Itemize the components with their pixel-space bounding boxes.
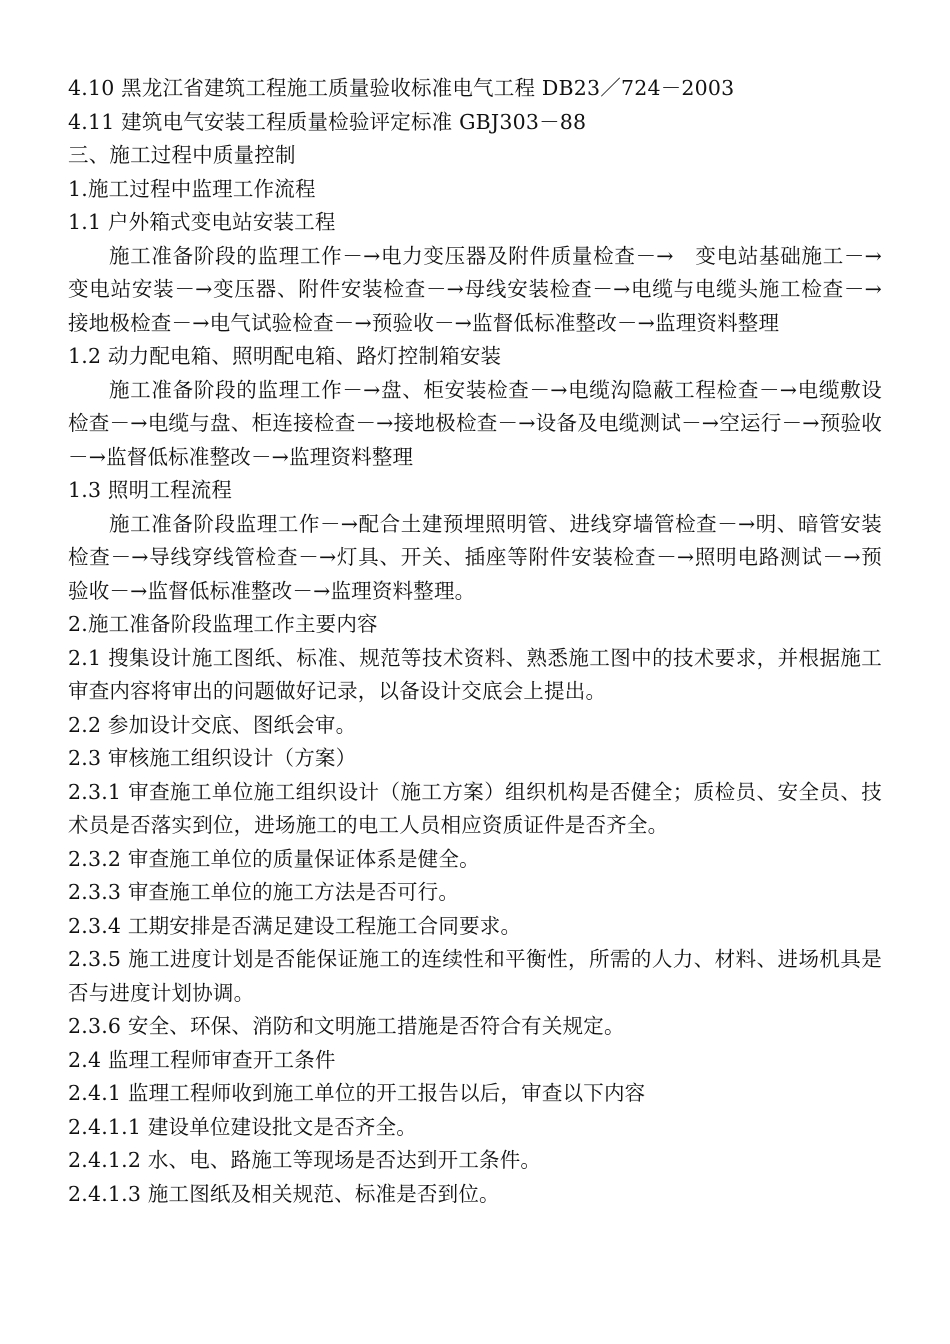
item-2-4: 2.4 监理工程师审查开工条件 [68, 1047, 336, 1072]
subsection-heading-1: 1.施工过程中监理工作流程 [68, 176, 316, 201]
subsection-heading-2: 2.施工准备阶段监理工作主要内容 [68, 612, 378, 636]
item-2-3-5: 2.3.5 施工进度计划是否能保证施工的连续性和平衡性，所需的人力、材料、进场机具是否与进度计划协调。 [68, 947, 882, 1005]
flow-paragraph-1-1: 施工准备阶段的监理工作－→电力变压器及附件质量检查－→ 变电站基础施工－→变电站安装－→变压器、附件安装检查－→母线安装检查－→电缆与电缆头施工检查－→接地极检查－→电气试验检查－→预验收－→监督低标准整改－→监理资料整理 [68, 243, 882, 335]
item-2-3-3: 2.3.3 审查施工单位的施工方法是否可行。 [68, 880, 460, 904]
standard-item-4-11: 4.11 建筑电气安装工程质量检验评定标准 GBJ303－88 [68, 109, 587, 134]
subsection-heading-1-1: 1.1 户外箱式变电站安装工程 [68, 210, 336, 234]
item-2-4-1-3: 2.4.1.3 施工图纸及相关规范、标准是否到位。 [68, 1181, 500, 1206]
flow-paragraph-1-3: 施工准备阶段监理工作－→配合土建预埋照明管、进线穿墙管检查－→明、暗管安装检查－→导线穿线管检查－→灯具、开关、插座等附件安装检查－→照明电路测试－→预验收－→监督低标准整改－→监理资料整理。 [68, 511, 882, 603]
document-page [68, 72, 882, 1211]
standard-item-4-10: 4.10 黑龙江省建筑工程施工质量验收标准电气工程 DB23／724－2003 [68, 76, 735, 100]
item-2-4-1-2: 2.4.1.2 水、电、路施工等现场是否达到开工条件。 [68, 1148, 542, 1172]
item-2-1: 2.1 搜集设计施工图纸、标准、规范等技术资料、熟悉施工图中的技术要求，并根据施工审查内容将审出的问题做好记录，以备设计交底会上提出。 [68, 645, 882, 703]
item-2-3-1: 2.3.1 审查施工单位施工组织设计（施工方案）组织机构是否健全；质检员、安全员、技术员是否落实到位，进场施工的电工人员相应资质证件是否齐全。 [68, 779, 882, 837]
section-heading-3: 三、施工过程中质量控制 [68, 143, 296, 167]
item-2-3: 2.3 审核施工组织设计（方案） [68, 746, 357, 770]
flow-paragraph-1-2: 施工准备阶段的监理工作－→盘、柜安装检查－→电缆沟隐蔽工程检查－→电缆敷设检查－→电缆与盘、柜连接检查－→接地极检查－→设备及电缆测试－→空运行－→预验收－→监督低标准整改－→监理资料整理 [68, 377, 882, 469]
item-2-4-1: 2.4.1 监理工程师收到施工单位的开工报告以后，审查以下内容 [68, 1081, 646, 1105]
item-2-3-6: 2.3.6 安全、环保、消防和文明施工措施是否符合有关规定。 [68, 1014, 625, 1038]
subsection-heading-1-3: 1.3 照明工程流程 [68, 478, 233, 502]
item-2-2: 2.2 参加设计交底、图纸会审。 [68, 712, 357, 737]
item-2-4-1-1: 2.4.1.1 建设单位建设批文是否齐全。 [68, 1114, 417, 1139]
subsection-heading-1-2: 1.2 动力配电箱、照明配电箱、路灯控制箱安装 [68, 344, 502, 368]
item-2-3-4: 2.3.4 工期安排是否满足建设工程施工合同要求。 [68, 913, 522, 938]
item-2-3-2: 2.3.2 审查施工单位的质量保证体系是健全。 [68, 846, 480, 871]
